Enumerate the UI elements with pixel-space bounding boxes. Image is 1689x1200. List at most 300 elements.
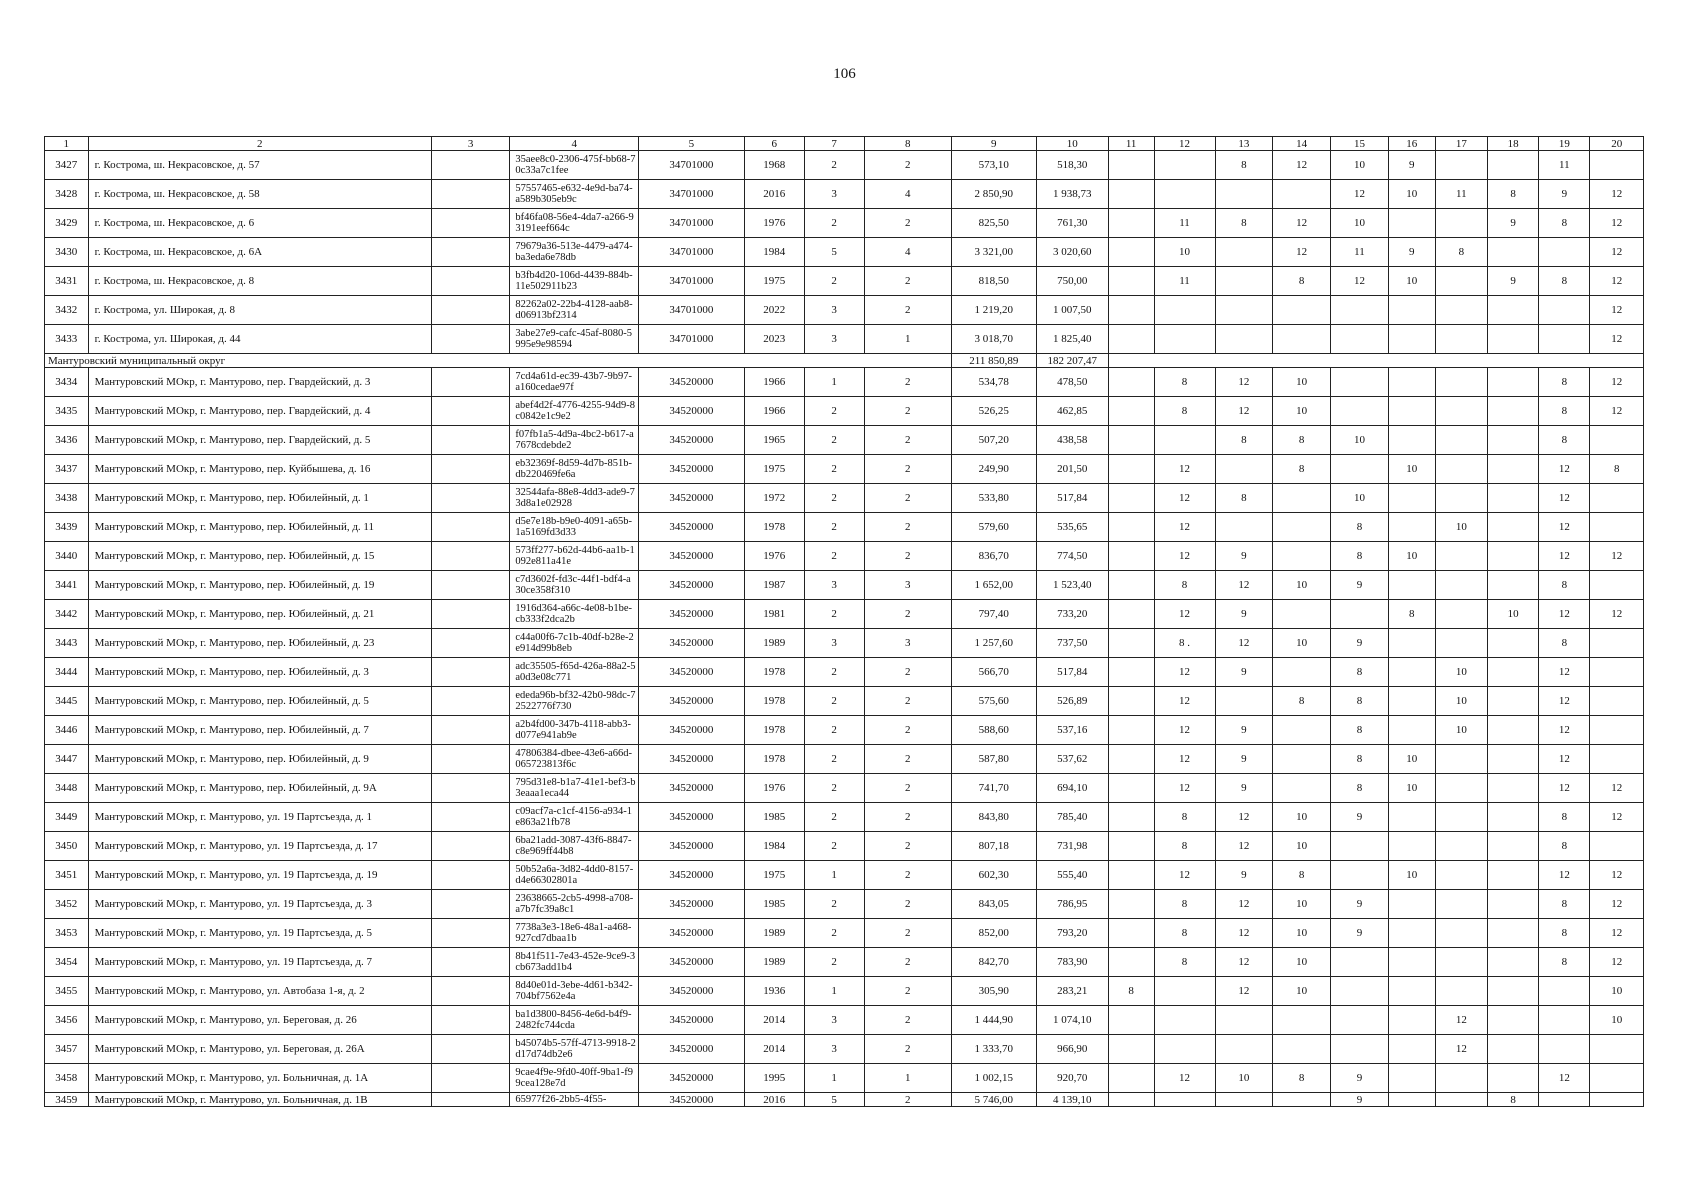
table-cell: 34520000 (639, 513, 745, 542)
table-cell: 201,50 (1036, 455, 1108, 484)
table-cell: 34520000 (639, 948, 745, 977)
table-cell: 2 (864, 977, 951, 1006)
table-cell (1154, 426, 1215, 455)
table-cell: 2 (864, 919, 951, 948)
table-cell: 12 (1154, 861, 1215, 890)
table-cell: 12 (1539, 716, 1590, 745)
table-cell: 2 (864, 267, 951, 296)
guid-cell: 573ff277-b62d-44b6-aa1b-1092e811a41e (510, 542, 639, 571)
table-cell: 10 (1331, 426, 1389, 455)
table-cell: 3 (804, 296, 864, 325)
table-cell: 587,80 (951, 745, 1036, 774)
column-header-14: 14 (1273, 137, 1331, 151)
table-cell: 3450 (45, 832, 89, 861)
table-cell: 12 (1590, 890, 1644, 919)
table-cell: 10 (1273, 571, 1331, 600)
table-cell: 12 (1590, 600, 1644, 629)
table-row (45, 1093, 1644, 1107)
table-cell: 526,25 (951, 397, 1036, 426)
table-cell: 34520000 (639, 542, 745, 571)
table-cell: 8 (1215, 151, 1273, 180)
table-cell: 34701000 (639, 151, 745, 180)
table-cell (1435, 919, 1487, 948)
table-cell: 2022 (744, 296, 804, 325)
table-cell: 12 (1154, 774, 1215, 803)
address-cell: г. Кострома, ш. Некрасовское, д. 8 (88, 267, 431, 296)
table-cell: 9 (1215, 658, 1273, 687)
table-cell: 34520000 (639, 426, 745, 455)
table-cell: 9 (1331, 571, 1389, 600)
table-cell: 2 (864, 861, 951, 890)
table-cell: 12 (1154, 542, 1215, 571)
table-cell: 2 (864, 716, 951, 745)
table-cell (1488, 426, 1539, 455)
table-cell: 1966 (744, 368, 804, 397)
table-cell (1435, 325, 1487, 354)
table-cell (1331, 325, 1389, 354)
table-cell (1488, 1064, 1539, 1093)
table-cell: 10 (1388, 180, 1435, 209)
table-cell: 10 (1435, 716, 1487, 745)
table-cell: 3453 (45, 919, 89, 948)
table-cell: 8 (1108, 977, 1154, 1006)
table-cell (431, 1006, 509, 1035)
table-cell: 12 (1539, 658, 1590, 687)
table-cell (431, 1035, 509, 1064)
table-cell (1273, 1035, 1331, 1064)
table-cell: 34520000 (639, 977, 745, 1006)
table-cell (1488, 629, 1539, 658)
table-cell: 3451 (45, 861, 89, 890)
table-cell: 12 (1215, 919, 1273, 948)
table-cell: 10 (1273, 977, 1331, 1006)
table-cell: 9 (1215, 600, 1273, 629)
table-cell (1488, 977, 1539, 1006)
address-cell: Мантуровский МОкр, г. Мантурово, ул. 19 Партсъезда, д. 1 (88, 803, 431, 832)
table-cell: 1 002,15 (951, 1064, 1036, 1093)
table-cell: 3458 (45, 1064, 89, 1093)
table-cell: 533,80 (951, 484, 1036, 513)
table-cell: 2 (804, 267, 864, 296)
table-row (45, 426, 1644, 455)
table-cell (1273, 1006, 1331, 1035)
table-cell (431, 267, 509, 296)
table-cell (1388, 571, 1435, 600)
table-cell (1108, 774, 1154, 803)
table-cell (1331, 397, 1389, 426)
table-cell: 9 (1488, 267, 1539, 296)
table-cell: 1 444,90 (951, 1006, 1036, 1035)
table-cell: 10 (1388, 745, 1435, 774)
table-cell: 2 (804, 716, 864, 745)
table-cell: 3443 (45, 629, 89, 658)
table-cell: 10 (1273, 397, 1331, 426)
address-cell: Мантуровский МОкр, г. Мантурово, пер. Юбилейный, д. 9А (88, 774, 431, 803)
table-cell: 10 (1331, 209, 1389, 238)
table-cell (1435, 571, 1487, 600)
column-header-5: 5 (639, 137, 745, 151)
table-cell (1435, 267, 1487, 296)
table-cell (1108, 571, 1154, 600)
table-cell: 3435 (45, 397, 89, 426)
address-cell: Мантуровский МОкр, г. Мантурово, пер. Гвардейский, д. 3 (88, 368, 431, 397)
table-cell: 8 (1154, 890, 1215, 919)
guid-cell: b3fb4d20-106d-4439-884b-11e502911b23 (510, 267, 639, 296)
guid-cell: 795d31e8-b1a7-41e1-bef3-b3eaaa1eca44 (510, 774, 639, 803)
table-cell (1488, 455, 1539, 484)
table-cell: 1 007,50 (1036, 296, 1108, 325)
table-cell: 8 (1215, 484, 1273, 513)
table-cell: 3431 (45, 267, 89, 296)
address-cell: Мантуровский МОкр, г. Мантурово, пер. Юбилейный, д. 7 (88, 716, 431, 745)
table-cell: 2 (804, 151, 864, 180)
guid-cell: bf46fa08-56e4-4da7-a266-93191eef664c (510, 209, 639, 238)
table-cell: 34520000 (639, 832, 745, 861)
table-cell: 1 652,00 (951, 571, 1036, 600)
table-cell: 8 (1273, 426, 1331, 455)
table-cell: 12 (1590, 368, 1644, 397)
table-cell: 34520000 (639, 861, 745, 890)
address-cell: Мантуровский МОкр, г. Мантурово, ул. Больничная, д. 1В (88, 1093, 431, 1107)
guid-cell: b45074b5-57ff-4713-9918-2d17d74db2e6 (510, 1035, 639, 1064)
table-cell: 10 (1435, 513, 1487, 542)
table-cell: 2 (804, 513, 864, 542)
table-cell (1590, 513, 1644, 542)
table-cell: 12 (1154, 658, 1215, 687)
table-cell: 462,85 (1036, 397, 1108, 426)
table-cell: 8 (1388, 600, 1435, 629)
table-cell: 3430 (45, 238, 89, 267)
column-header-9: 9 (951, 137, 1036, 151)
table-row (45, 861, 1644, 890)
table-cell (1331, 1006, 1389, 1035)
table-cell (1215, 296, 1273, 325)
table-cell: 2014 (744, 1006, 804, 1035)
table-cell: 3 (804, 180, 864, 209)
table-cell: 12 (1590, 296, 1644, 325)
table-cell (1488, 861, 1539, 890)
table-cell (1154, 151, 1215, 180)
table-cell (431, 600, 509, 629)
table-cell: 10 (1388, 774, 1435, 803)
table-cell: 3 (804, 325, 864, 354)
table-cell (1273, 542, 1331, 571)
table-cell: 741,70 (951, 774, 1036, 803)
table-row (45, 209, 1644, 238)
table-cell: 12 (1590, 542, 1644, 571)
table-cell (1435, 803, 1487, 832)
table-cell: 8 (1154, 571, 1215, 600)
table-cell: 12 (1590, 209, 1644, 238)
table-cell (1108, 180, 1154, 209)
table-cell: 3432 (45, 296, 89, 325)
table-cell: 1975 (744, 861, 804, 890)
table-cell (1215, 513, 1273, 542)
table-cell (1273, 774, 1331, 803)
table-cell: 3434 (45, 368, 89, 397)
table-cell: 575,60 (951, 687, 1036, 716)
table-cell (1435, 296, 1487, 325)
table-cell: 2 (864, 1006, 951, 1035)
table-cell (1108, 455, 1154, 484)
table-cell: 1 (804, 1064, 864, 1093)
table-cell: 12 (1539, 513, 1590, 542)
table-cell (1435, 745, 1487, 774)
table-cell (431, 180, 509, 209)
table-cell: 1 (804, 861, 864, 890)
municipality-total-area: 211 850,89 (951, 354, 1036, 368)
table-cell: 12 (1539, 861, 1590, 890)
table-cell (1388, 832, 1435, 861)
table-cell: 807,18 (951, 832, 1036, 861)
table-cell (1435, 1093, 1487, 1107)
table-cell: 8 (1273, 267, 1331, 296)
table-cell (1331, 368, 1389, 397)
table-cell: 3444 (45, 658, 89, 687)
table-cell: 843,05 (951, 890, 1036, 919)
address-cell: г. Кострома, ш. Некрасовское, д. 57 (88, 151, 431, 180)
table-cell: 12 (1215, 890, 1273, 919)
address-cell: Мантуровский МОкр, г. Мантурово, ул. Автобаза 1-я, д. 2 (88, 977, 431, 1006)
table-cell: 852,00 (951, 919, 1036, 948)
table-cell: 2 (864, 832, 951, 861)
table-cell (431, 426, 509, 455)
address-cell: Мантуровский МОкр, г. Мантурово, пер. Юбилейный, д. 19 (88, 571, 431, 600)
table-cell (1154, 325, 1215, 354)
table-cell: 1 333,70 (951, 1035, 1036, 1064)
table-cell: 3449 (45, 803, 89, 832)
table-cell: 11 (1539, 151, 1590, 180)
guid-cell: c7d3602f-fd3c-44f1-bdf4-a30ce358f310 (510, 571, 639, 600)
table-cell: 8 (1154, 368, 1215, 397)
table-cell: 2 (864, 600, 951, 629)
guid-cell: 8b41f511-7e43-452e-9ce9-3cb673add1b4 (510, 948, 639, 977)
table-cell: 12 (1590, 267, 1644, 296)
guid-cell: 6ba21add-3087-43f6-8847-c8e969ff44b8 (510, 832, 639, 861)
table-row (45, 455, 1644, 484)
table-cell: 12 (1273, 238, 1331, 267)
table-cell: 10 (1273, 803, 1331, 832)
table-cell (1331, 948, 1389, 977)
table-cell (431, 1093, 509, 1107)
table-cell: 534,78 (951, 368, 1036, 397)
table-cell: 2 (804, 484, 864, 513)
table-cell: 8 (1488, 1093, 1539, 1107)
table-cell (1273, 600, 1331, 629)
table-row (45, 890, 1644, 919)
table-cell (1539, 238, 1590, 267)
table-cell (1108, 716, 1154, 745)
table-cell: 2 (804, 832, 864, 861)
table-cell: 2 (864, 890, 951, 919)
table-cell (1488, 1006, 1539, 1035)
table-cell (1154, 1093, 1215, 1107)
table-cell: 3433 (45, 325, 89, 354)
table-cell: 2 (804, 948, 864, 977)
table-cell: 825,50 (951, 209, 1036, 238)
table-cell (1331, 455, 1389, 484)
table-cell: 1 219,20 (951, 296, 1036, 325)
table-cell: 2 (864, 542, 951, 571)
table-cell (1488, 571, 1539, 600)
table-cell (1108, 745, 1154, 774)
table-cell: 1985 (744, 890, 804, 919)
table-cell: 12 (1215, 397, 1273, 426)
table-cell: 517,84 (1036, 658, 1108, 687)
guid-cell: eb32369f-8d59-4d7b-851b-db220469fe6a (510, 455, 639, 484)
table-row (45, 948, 1644, 977)
table-cell (1388, 484, 1435, 513)
table-cell (1108, 513, 1154, 542)
table-cell (1273, 180, 1331, 209)
table-cell: 2 (864, 296, 951, 325)
guid-cell: 8d40e01d-3ebe-4d61-b342-704bf7562e4a (510, 977, 639, 1006)
guid-cell: a2b4fd00-347b-4118-abb3-d077e941ab9e (510, 716, 639, 745)
table-cell (1435, 1064, 1487, 1093)
table-cell (431, 716, 509, 745)
table-cell (1435, 948, 1487, 977)
table-cell (431, 151, 509, 180)
table-cell (1388, 513, 1435, 542)
table-cell: 8 (1539, 397, 1590, 426)
table-cell: 1965 (744, 426, 804, 455)
table-cell: 12 (1590, 861, 1644, 890)
table-cell: 9 (1388, 151, 1435, 180)
table-cell: 836,70 (951, 542, 1036, 571)
table-cell: 2 (804, 745, 864, 774)
table-cell (1331, 977, 1389, 1006)
table-cell: 10 (1215, 1064, 1273, 1093)
table-cell: 2016 (744, 180, 804, 209)
table-cell (1488, 368, 1539, 397)
table-cell: 12 (1539, 455, 1590, 484)
guid-cell: 57557465-e632-4e9d-ba74-a589b305eb9c (510, 180, 639, 209)
table-cell: 8 (1539, 209, 1590, 238)
table-cell: 1 (864, 1064, 951, 1093)
table-cell (1488, 513, 1539, 542)
table-cell: 12 (1539, 600, 1590, 629)
table-cell: 3448 (45, 774, 89, 803)
page-number: 106 (833, 66, 856, 82)
address-cell: Мантуровский МОкр, г. Мантурово, пер. Юбилейный, д. 15 (88, 542, 431, 571)
table-row (45, 513, 1644, 542)
table-cell: 793,20 (1036, 919, 1108, 948)
municipality-name: Мантуровский муниципальный округ (45, 354, 952, 368)
table-cell (1108, 687, 1154, 716)
table-cell (431, 455, 509, 484)
table-row (45, 296, 1644, 325)
table-cell: 10 (1388, 861, 1435, 890)
table-cell: 3438 (45, 484, 89, 513)
table-row (45, 658, 1644, 687)
table-cell: 579,60 (951, 513, 1036, 542)
table-cell: 12 (1590, 919, 1644, 948)
table-cell: 12 (1590, 774, 1644, 803)
table-cell: 2 (864, 397, 951, 426)
table-cell: 1987 (744, 571, 804, 600)
table-cell (1435, 151, 1487, 180)
table-cell (1435, 629, 1487, 658)
table-cell (1488, 745, 1539, 774)
table-cell: 537,16 (1036, 716, 1108, 745)
table-cell: 8 (1539, 571, 1590, 600)
table-cell: 12 (1154, 1064, 1215, 1093)
table-row (45, 1064, 1644, 1093)
table-cell: 1 825,40 (1036, 325, 1108, 354)
table-cell: 12 (1590, 803, 1644, 832)
table-cell: 1966 (744, 397, 804, 426)
table-cell: 34520000 (639, 600, 745, 629)
table-cell: 3 (804, 629, 864, 658)
table-cell: 4 (864, 180, 951, 209)
table-cell (1435, 774, 1487, 803)
table-cell: 478,50 (1036, 368, 1108, 397)
table-cell: 3439 (45, 513, 89, 542)
table-cell: 12 (1215, 571, 1273, 600)
column-header-13: 13 (1215, 137, 1273, 151)
table-cell: 8 (1539, 890, 1590, 919)
table-cell (431, 368, 509, 397)
table-cell (431, 571, 509, 600)
table-cell (1108, 803, 1154, 832)
table-cell: 9 (1215, 745, 1273, 774)
table-cell: 12 (1331, 180, 1389, 209)
address-cell: Мантуровский МОкр, г. Мантурово, пер. Юбилейный, д. 1 (88, 484, 431, 513)
table-cell: 249,90 (951, 455, 1036, 484)
table-cell (1388, 629, 1435, 658)
table-cell (1108, 238, 1154, 267)
table-cell: 12 (1154, 716, 1215, 745)
table-cell (431, 919, 509, 948)
table-cell: 3 (804, 1006, 864, 1035)
table-cell (1108, 658, 1154, 687)
table-cell (431, 629, 509, 658)
table-cell (1488, 484, 1539, 513)
table-row (45, 716, 1644, 745)
table-cell: 2 (804, 687, 864, 716)
table-cell: 566,70 (951, 658, 1036, 687)
table-cell: 8 (1154, 919, 1215, 948)
table-cell: 1984 (744, 238, 804, 267)
table-cell: 10 (1273, 919, 1331, 948)
table-cell: 12 (1539, 774, 1590, 803)
table-cell (431, 513, 509, 542)
table-cell: 588,60 (951, 716, 1036, 745)
address-cell: Мантуровский МОкр, г. Мантурово, ул. 19 Партсъезда, д. 7 (88, 948, 431, 977)
table-cell: 12 (1331, 267, 1389, 296)
guid-cell: 1916d364-a66c-4e08-b1be-cb333f2dca2b (510, 600, 639, 629)
table-cell (1331, 600, 1389, 629)
table-cell (1108, 151, 1154, 180)
table-cell: 34520000 (639, 368, 745, 397)
table-cell (431, 238, 509, 267)
guid-cell: d5e7e18b-b9e0-4091-a65b-1a5169fd3d33 (510, 513, 639, 542)
table-cell: 34701000 (639, 209, 745, 238)
table-cell (1539, 325, 1590, 354)
table-row (45, 600, 1644, 629)
table-cell: 3454 (45, 948, 89, 977)
table-cell (1108, 484, 1154, 513)
table-cell: 34701000 (639, 296, 745, 325)
table-cell: 3428 (45, 180, 89, 209)
table-cell: 2 (804, 658, 864, 687)
table-cell: 783,90 (1036, 948, 1108, 977)
table-cell: 8 (1273, 687, 1331, 716)
address-cell: Мантуровский МОкр, г. Мантурово, пер. Куйбышева, д. 16 (88, 455, 431, 484)
table-cell: 1936 (744, 977, 804, 1006)
table-cell (1331, 832, 1389, 861)
table-cell: 3441 (45, 571, 89, 600)
